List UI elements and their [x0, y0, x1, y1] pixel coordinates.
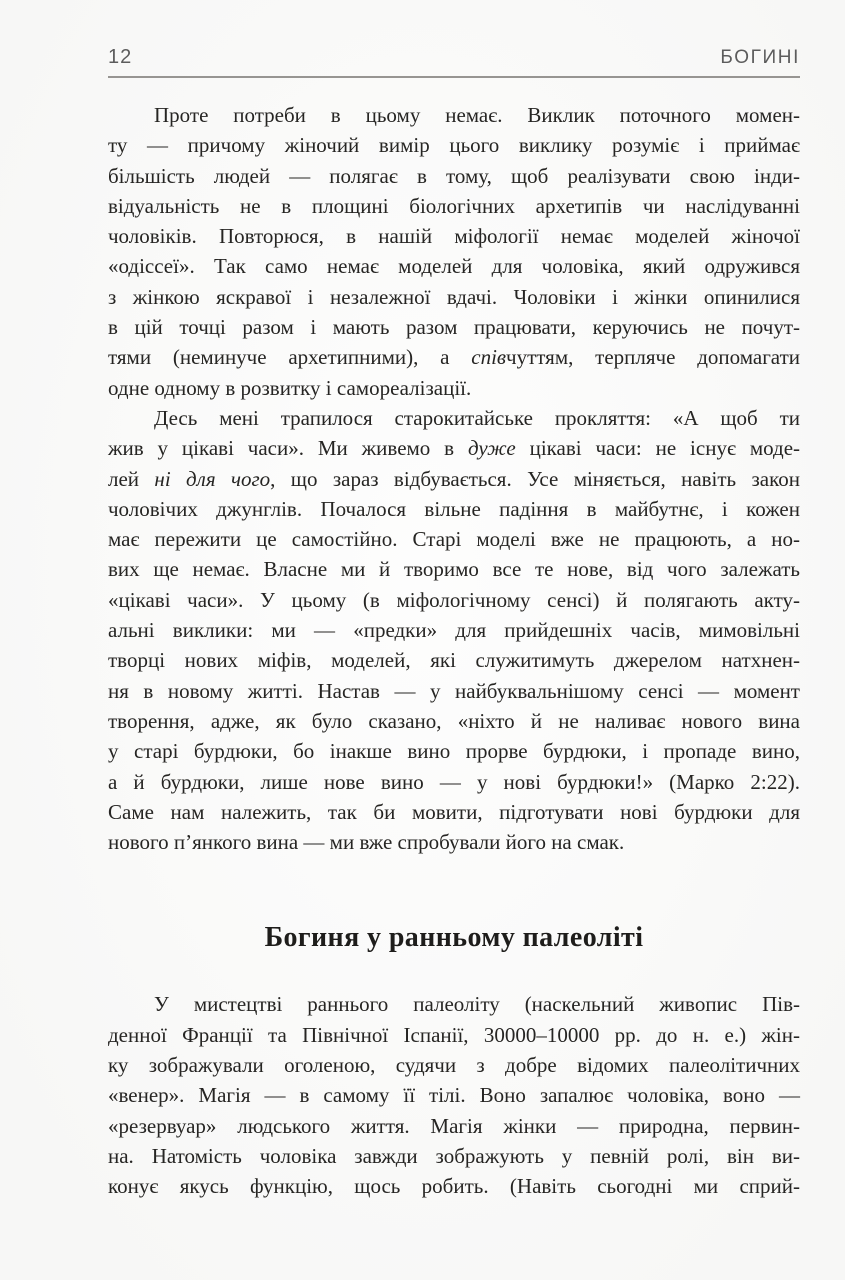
paragraph	[108, 403, 800, 857]
text-line: «резервуар» людського життя. Магія жінки — природна, первин-	[108, 1113, 800, 1138]
text-line: тями (неминуче архетипними), а співчуттям, терпляче допомагати	[108, 345, 800, 370]
text-line: «венер». Магія — в самому її тілі. Воно запалює чоловіка, воно —	[108, 1083, 800, 1108]
page-header	[108, 46, 800, 69]
text-line: нового п’янкого вина — ми вже спробували його на смак.	[108, 830, 625, 855]
paragraphs-after-heading	[108, 989, 800, 1201]
text-line: лей ні для чого, що зараз відбувається. Усе міняється, навіть закон	[108, 466, 800, 491]
text-line: чоловіків. Повторюся, в нашій міфології немає моделей жіночої	[108, 224, 800, 249]
page-number: 12	[108, 46, 133, 68]
section-heading: Богиня у ранньому палеоліті	[264, 922, 644, 954]
text-line: ня в новому житті. Настав — у найбуквальнішому сенсі — момент	[108, 678, 800, 703]
text-line: вих ще немає. Власне ми й творимо все те нове, від чого залежать	[108, 557, 800, 582]
text-line: творці нових міфів, моделей, які служитимуть джерелом натхнен-	[108, 648, 800, 673]
text-line: Десь мені трапилося старокитайське прокляття: «А щоб ти	[154, 405, 800, 430]
text-line: ту — причому жіночий вимір цього виклику розуміє і приймає	[108, 133, 800, 158]
paragraph	[108, 100, 800, 403]
text-line: Саме нам належить, так би мовити, підготувати нові бурдюки для	[108, 799, 800, 824]
text-line: конує якусь функцію, щось робить. (Навіть сьогодні ми сприй-	[108, 1174, 800, 1199]
text-line: одне одному в розвитку і самореалізації.	[108, 375, 472, 400]
text-line: відуальність не в площині біологічних архетипів чи наслідуванні	[108, 193, 800, 218]
text-line: «цікаві часи». У цьому (в міфологічному сенсі) й полягають акту-	[108, 587, 800, 612]
text-line: має пережити це самостійно. Старі моделі вже не працюють, а но-	[108, 527, 800, 552]
text-line: У мистецтві раннього палеоліту (наскельний живопис Пів-	[154, 992, 800, 1017]
text-line: з жінкою яскравої і незалежної вдачі. Чоловіки і жінки опинилися	[108, 284, 800, 309]
paragraph	[108, 989, 800, 1201]
text-line: на. Натомість чоловіка завжди зображують у певній ролі, він ви-	[108, 1143, 800, 1168]
text-line: у старі бурдюки, бо інакше вино прорве бурдюки, і пропаде вино,	[108, 739, 800, 764]
text-line: а й бурдюки, лише нове вино — у нові бурдюки!» (Марко 2:22).	[108, 769, 800, 794]
text-line: «одіссеї». Так само немає моделей для чоловіка, який одружився	[108, 254, 800, 279]
text-block	[108, 100, 800, 1202]
header-rule	[108, 76, 800, 78]
text-line: жив у цікаві часи». Ми живемо в дуже цікаві часи: не існує моде-	[108, 436, 801, 461]
text-line: альні виклики: ми — «предки» для прийдешніх часів, мимовільні	[108, 618, 800, 643]
text-line: ку зображували оголеною, судячи з добре відомих палеолітичних	[108, 1053, 800, 1078]
text-line: чоловічих джунглів. Почалося вільне падіння в майбутнє, і кожен	[108, 496, 800, 521]
running-title: БОГИНІ	[720, 47, 800, 68]
text-line: творення, адже, як було сказано, «ніхто й не наливає нового вина	[108, 708, 800, 733]
text-line: Проте потреби в цьому немає. Виклик поточного момен-	[154, 103, 800, 127]
paragraphs-before-heading	[108, 100, 800, 857]
text-line: денної Франції та Північної Іспанії, 30000–10000 рр. до н. е.) жін-	[108, 1022, 800, 1047]
text-line: більшість людей — полягає в тому, щоб реалізувати свою інди-	[108, 163, 800, 188]
text-line: в цій точці разом і мають разом працювати, керуючись не почут-	[108, 315, 800, 340]
